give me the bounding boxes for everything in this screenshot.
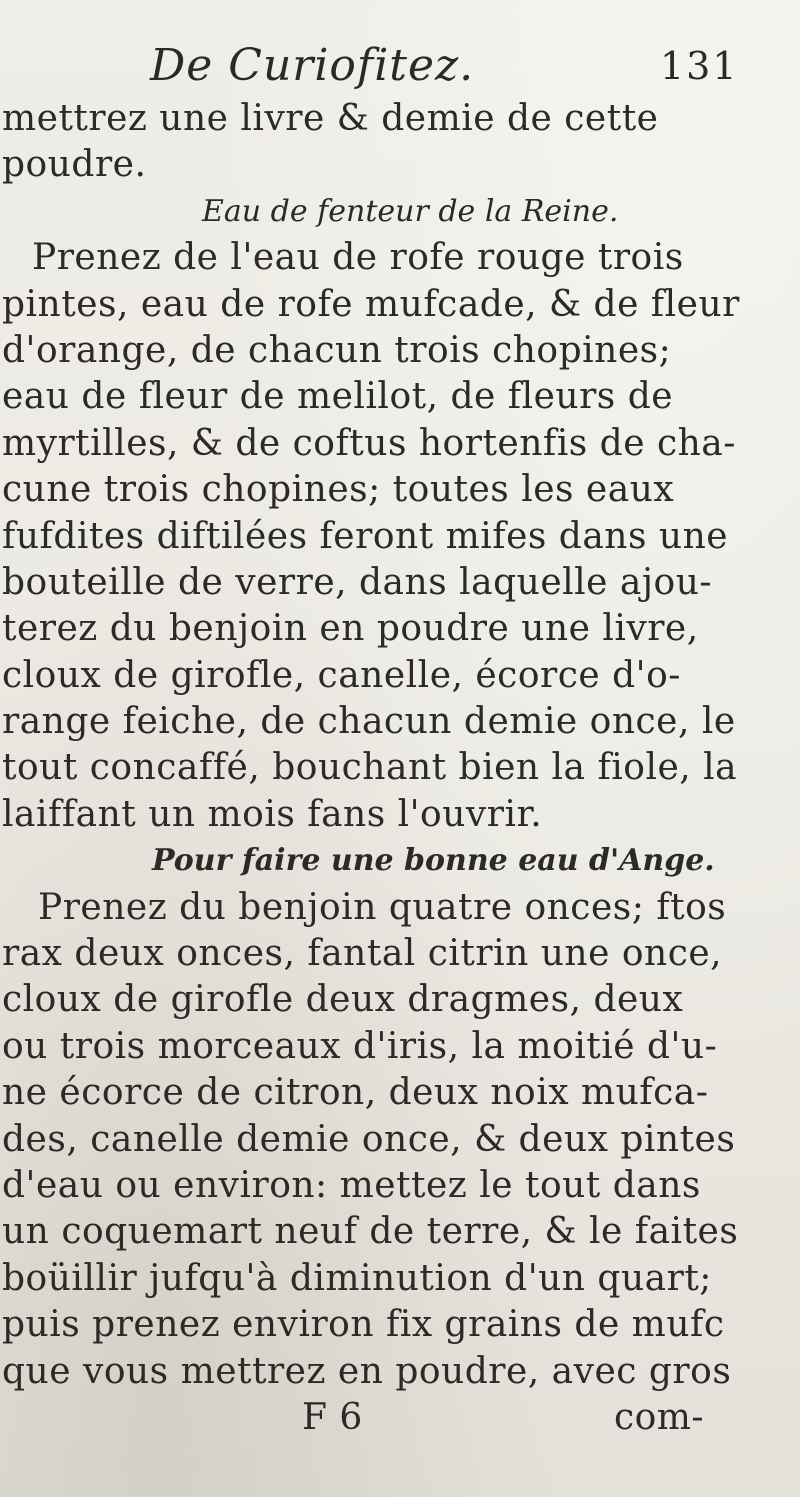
text-line: boüillir jufqu'à diminution d'un quart; xyxy=(2,1257,712,1299)
signature-mark: F 6 xyxy=(302,1396,363,1438)
running-head-title: De Curiofitez. xyxy=(150,40,475,91)
text-line: ne écorce de citron, deux noix mufca- xyxy=(2,1072,709,1114)
signature-line xyxy=(2,1395,782,1441)
text-line: rax deux onces, fantal citrin une once, xyxy=(2,933,723,975)
section-heading: Pour faire une bonne eau d'Ange. xyxy=(152,843,715,879)
text-line: cune trois chopines; toutes les eaux xyxy=(2,469,675,511)
text-line: myrtilles, & de coftus hortenfis de cha- xyxy=(2,422,736,464)
page-number: 131 xyxy=(660,44,739,88)
text-line: mettrez une livre & demie de cette xyxy=(2,98,659,139)
text-line: des, canelle demie once, & deux pintes xyxy=(2,1118,736,1160)
text-line: eau de fleur de melilot, de fleurs de xyxy=(2,376,674,418)
text-line: Prenez du benjoin quatre onces; ftos xyxy=(38,886,727,928)
text-line: d'eau ou environ: mettez le tout dans xyxy=(2,1164,701,1206)
text-line: cloux de girofle deux dragmes, deux xyxy=(2,979,684,1021)
text-line: laiffant un mois fans l'ouvrir. xyxy=(2,793,543,835)
text-line: d'orange, de chacun trois chopines; xyxy=(2,329,672,371)
text-line: Prenez de l'eau de rofe rouge trois xyxy=(32,237,684,279)
running-head xyxy=(0,40,800,90)
text-line: ou trois morceaux d'iris, la moitié d'u- xyxy=(2,1025,718,1067)
text-line: terez du benjoin en poudre une livre, xyxy=(2,608,699,650)
catchword: com- xyxy=(613,1396,705,1438)
text-line: tout concaffé, bouchant bien la fiole, la xyxy=(2,747,738,789)
body-text xyxy=(2,96,782,1441)
text-line: bouteille de verre, dans laquelle ajou- xyxy=(2,561,713,603)
text-line: que vous mettrez en poudre, avec gros xyxy=(2,1350,732,1392)
text-line: fufdites diftilées feront mifes dans une xyxy=(2,515,729,557)
text-line: un coquemart neuf de terre, & le faites xyxy=(2,1211,739,1253)
section-heading: Eau de fenteur de la Reine. xyxy=(202,193,619,229)
text-line: cloux de girofle, canelle, écorce d'o- xyxy=(2,654,681,696)
text-line: pintes, eau de rofe mufcade, & de fleur xyxy=(2,283,740,325)
text-line: puis prenez environ fix grains de mufc xyxy=(2,1304,725,1346)
text-line: poudre. xyxy=(2,144,147,186)
text-line: range feiche, de chacun demie once, le xyxy=(2,701,736,743)
